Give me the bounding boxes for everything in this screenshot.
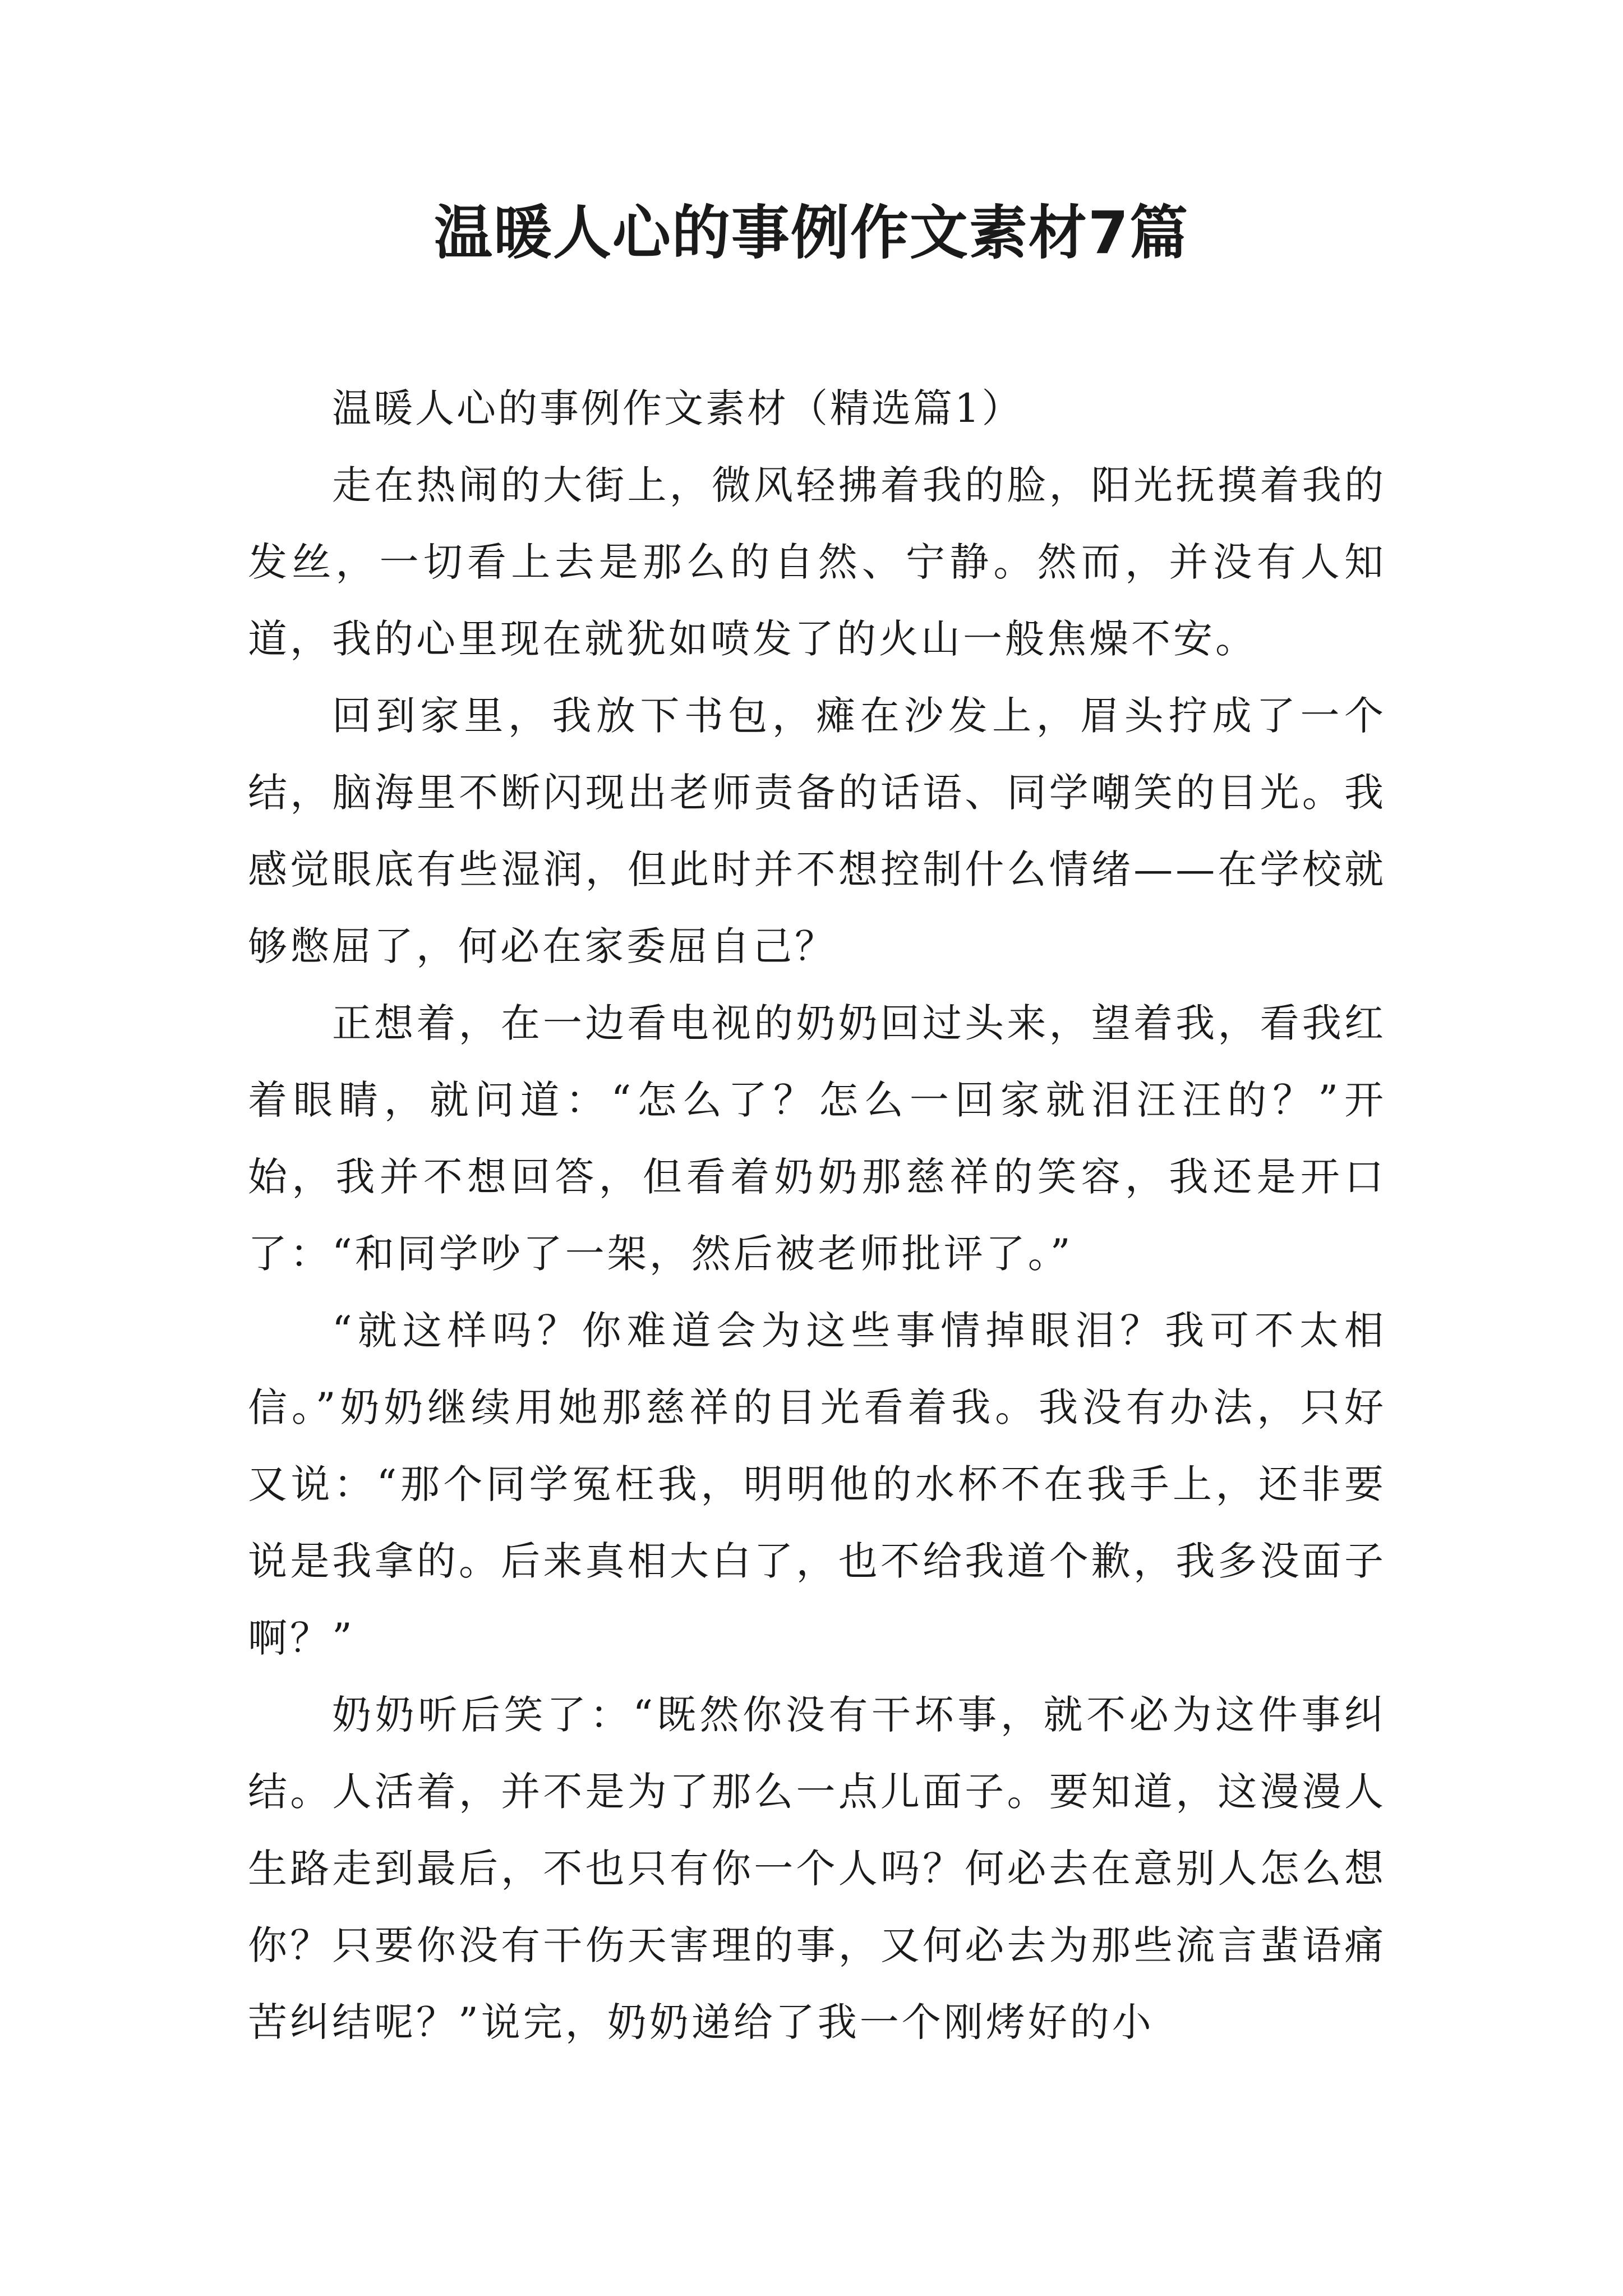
section-heading: 温暖人心的事例作文素材（精选篇1） — [332, 385, 1023, 431]
paragraph: 回到家里，我放下书包，瘫在沙发上，眉头拧成了一个结，脑海里不断闪现出老师责备的话语、同学嘲笑的目光。我感觉眼底有些湿润，但此时并不想控制什么情绪——在学校就够憋屈了，何必在家委屈自己？ — [248, 693, 1386, 969]
paragraph: 奶奶听后笑了：“既然你没有干坏事，就不必为这件事纠结。人活着，并不是为了那么一点儿面子。要知道，这漫漫人生路走到最后，不也只有你一个人吗？何必去在意别人怎么想你？只要你没有干伤天害理的事，又何必去为那些流言蜚语痛苦纠结呢？”说完，奶奶递给了我一个刚烤好的小 — [248, 1692, 1386, 2045]
paragraph: “就这样吗？你难道会为这些事情掉眼泪？我可不太相信。”奶奶继续用她那慈祥的目光看着我。我没有办法，只好又说：“那个同学冤枉我，明明他的水杯不在我手上，还非要说是我拿的。后来真相大白了，也不给我道个歉，我多没面子啊？” — [248, 1308, 1386, 1661]
document-title: 温暖人心的事例作文素材7篇 — [434, 199, 1189, 267]
paragraph: 走在热闹的大街上，微风轻拂着我的脸，阳光抚摸着我的发丝，一切看上去是那么的自然、宁静。然而，并没有人知道，我的心里现在就犹如喷发了的火山一般焦燥不安。 — [248, 462, 1386, 662]
paragraph: 正想着，在一边看电视的奶奶回过头来，望着我，看我红着眼睛，就问道：“怎么了？怎么一回家就泪汪汪的？”开始，我并不想回答，但看着奶奶那慈祥的笑容，我还是开口了：“和同学吵了一架，然后被老师批评了。” — [248, 1000, 1386, 1277]
document-body — [248, 370, 1386, 2061]
